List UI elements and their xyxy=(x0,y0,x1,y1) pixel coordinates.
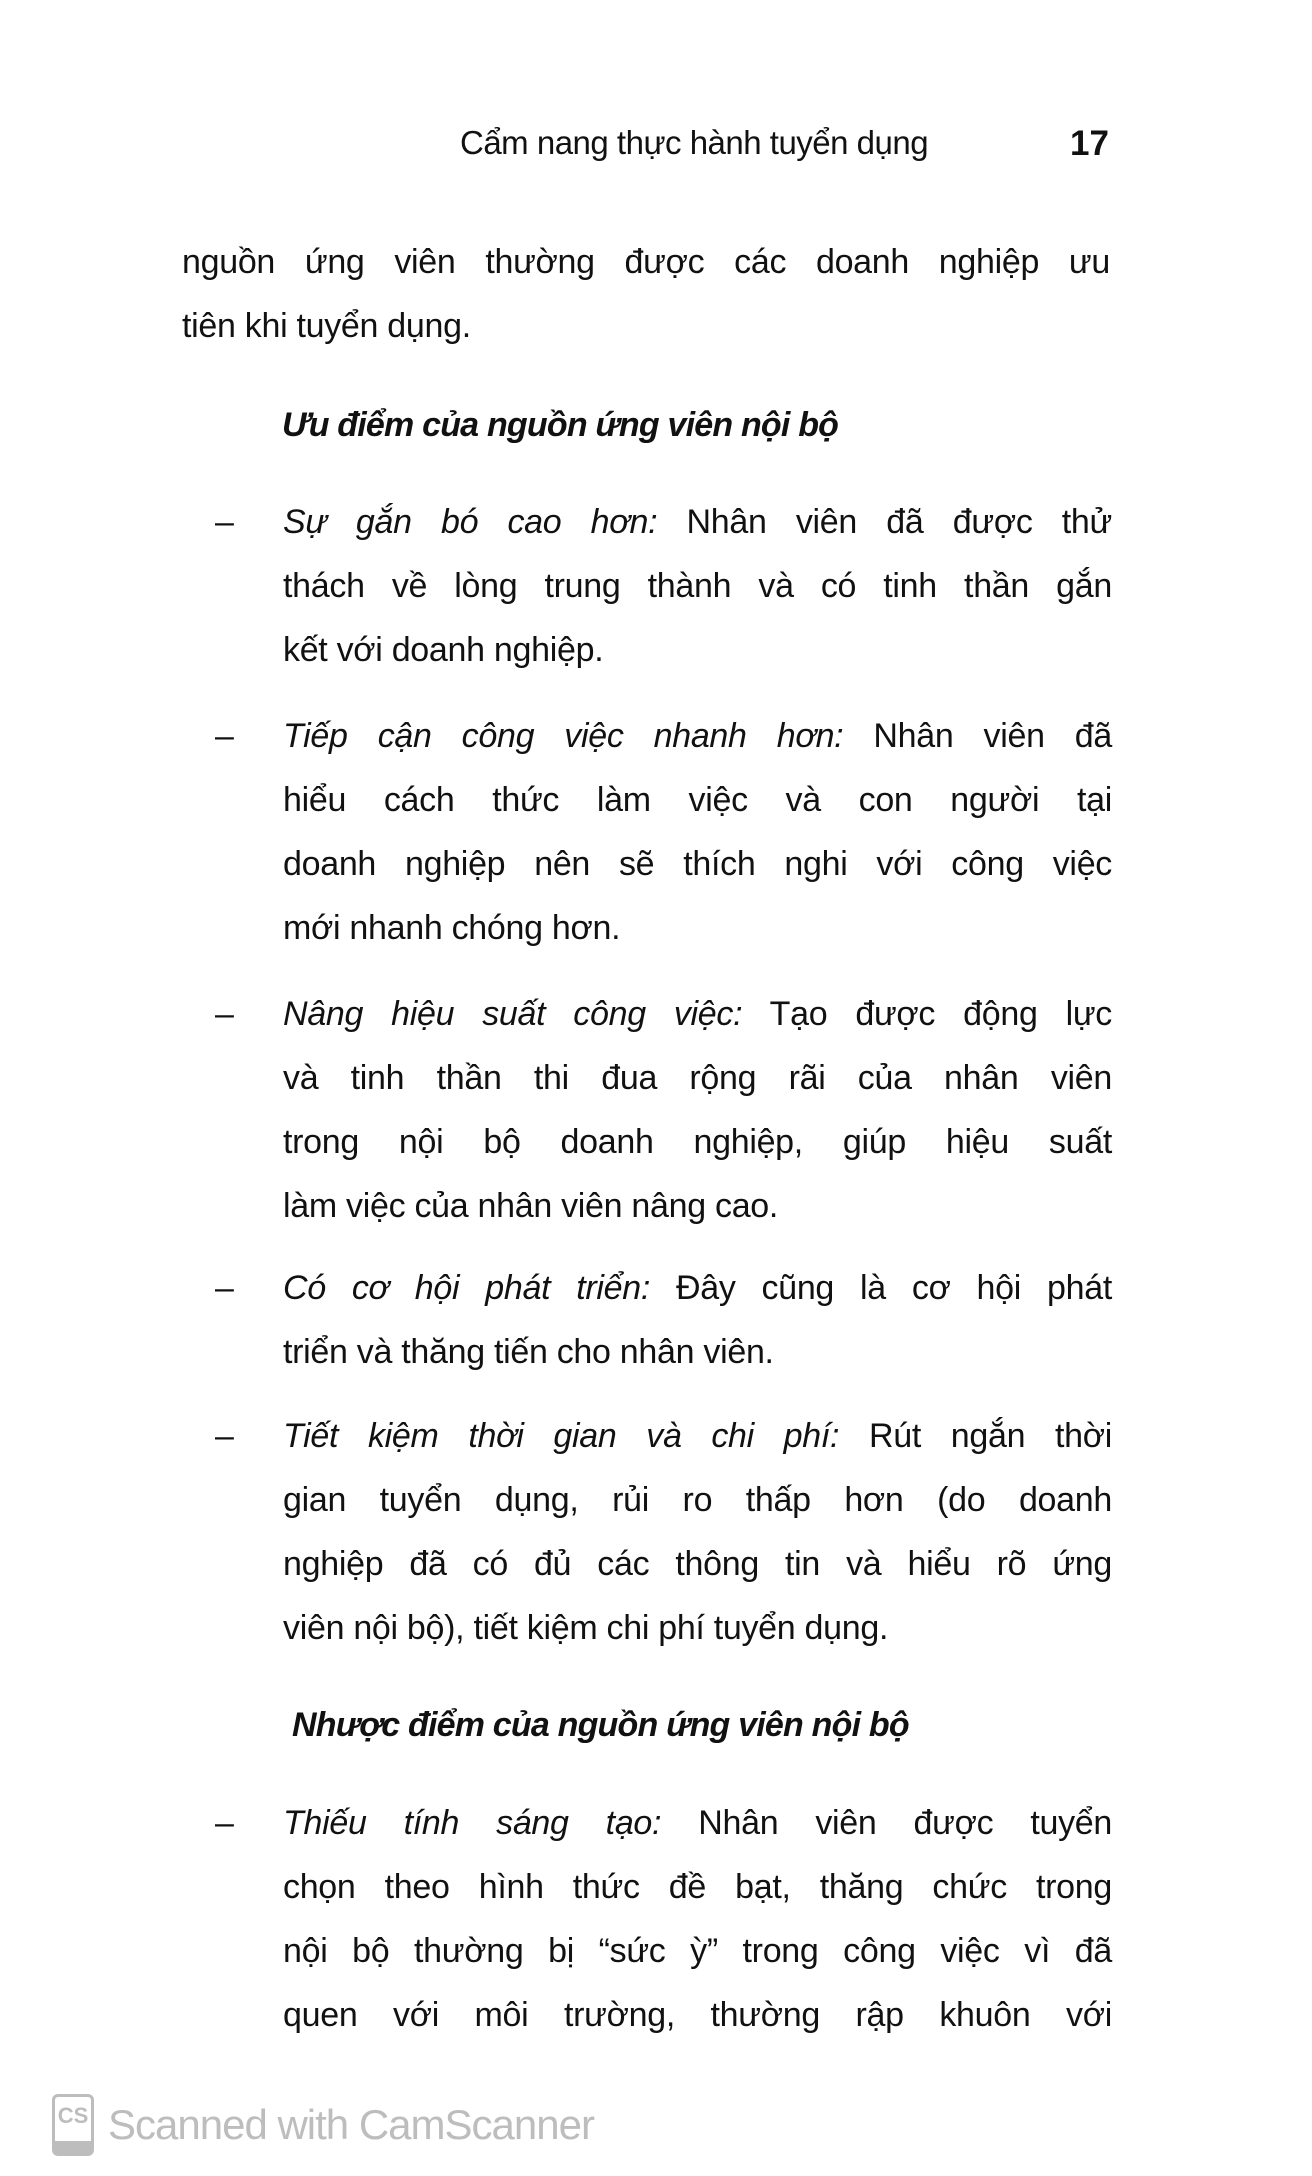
text-line xyxy=(283,1791,1112,1855)
intro-paragraph xyxy=(182,230,1110,358)
item-text: Nhân viên đã xyxy=(843,717,1112,755)
running-header: Cẩm nang thực hành tuyển dụng xyxy=(460,124,929,161)
text-line: làm việc của nhân viên nâng cao. xyxy=(283,1187,779,1225)
text-line: nội bộ thường bị “sức ỳ” trong công việc vì đã xyxy=(283,1932,1112,1970)
list-item xyxy=(215,704,1112,960)
text-line xyxy=(283,982,1112,1046)
text-line: triển và thăng tiến cho nhân viên. xyxy=(283,1333,774,1371)
watermark-text: Scanned with CamScanner xyxy=(108,2101,594,2148)
item-label: Sự gắn bó cao hơn: xyxy=(283,503,658,541)
item-text: Nhân viên đã được thử xyxy=(657,503,1112,541)
list-item xyxy=(215,1404,1112,1660)
camscanner-watermark xyxy=(52,2094,594,2156)
list-item xyxy=(215,1791,1112,2047)
text-line: nguồn ứng viên thường được các doanh nghiệp ưu xyxy=(182,243,1110,281)
camscanner-logo-icon: CS xyxy=(52,2094,94,2156)
item-label: Có cơ hội phát triển: xyxy=(283,1269,650,1307)
text-line: gian tuyển dụng, rủi ro thấp hơn (do doanh xyxy=(283,1481,1112,1519)
text-line: mới nhanh chóng hơn. xyxy=(283,909,621,947)
section-heading-disadvantages: Nhược điểm của nguồn ứng viên nội bộ xyxy=(292,1706,909,1744)
bullet-dash: – xyxy=(215,1417,234,1455)
item-label: Tiếp cận công việc nhanh hơn: xyxy=(283,717,844,755)
item-text: Tạo được động lực xyxy=(742,995,1112,1033)
item-text: Đây cũng là cơ hội phát xyxy=(649,1269,1112,1307)
text-line: kết với doanh nghiệp. xyxy=(283,631,604,669)
section-heading-advantages: Ưu điểm của nguồn ứng viên nội bộ xyxy=(282,406,839,444)
page-number: 17 xyxy=(1070,124,1109,163)
text-line xyxy=(283,490,1112,554)
text-line: thách về lòng trung thành và có tinh thần gắn xyxy=(283,567,1112,605)
item-label: Thiếu tính sáng tạo: xyxy=(283,1804,662,1842)
text-line: tiên khi tuyển dụng. xyxy=(182,307,471,345)
list-item xyxy=(215,982,1112,1238)
bullet-dash: – xyxy=(215,717,234,755)
item-text: Rút ngắn thời xyxy=(839,1417,1113,1455)
text-line: quen với môi trường, thường rập khuôn với xyxy=(283,1996,1112,2034)
text-line: doanh nghiệp nên sẽ thích nghi với công việc xyxy=(283,845,1112,883)
bullet-dash: – xyxy=(215,995,234,1033)
bullet-dash: – xyxy=(215,503,234,541)
text-line xyxy=(283,704,1112,768)
text-line: viên nội bộ), tiết kiệm chi phí tuyển dụng. xyxy=(283,1609,889,1647)
list-item xyxy=(215,1256,1112,1384)
bullet-dash: – xyxy=(215,1269,234,1307)
text-line xyxy=(283,1256,1112,1320)
item-label: Nâng hiệu suất công việc: xyxy=(283,995,743,1033)
list-item xyxy=(215,490,1112,682)
bullet-dash: – xyxy=(215,1804,234,1842)
item-label: Tiết kiệm thời gian và chi phí: xyxy=(283,1417,840,1455)
text-line: hiểu cách thức làm việc và con người tại xyxy=(283,781,1112,819)
text-line: trong nội bộ doanh nghiệp, giúp hiệu suất xyxy=(283,1123,1112,1161)
text-line: và tinh thần thi đua rộng rãi của nhân viên xyxy=(283,1059,1112,1097)
text-line: nghiệp đã có đủ các thông tin và hiểu rõ ứng xyxy=(283,1545,1112,1583)
text-line: chọn theo hình thức đề bạt, thăng chức trong xyxy=(283,1868,1112,1906)
text-line xyxy=(283,1404,1112,1468)
item-text: Nhân viên được tuyển xyxy=(661,1804,1112,1842)
